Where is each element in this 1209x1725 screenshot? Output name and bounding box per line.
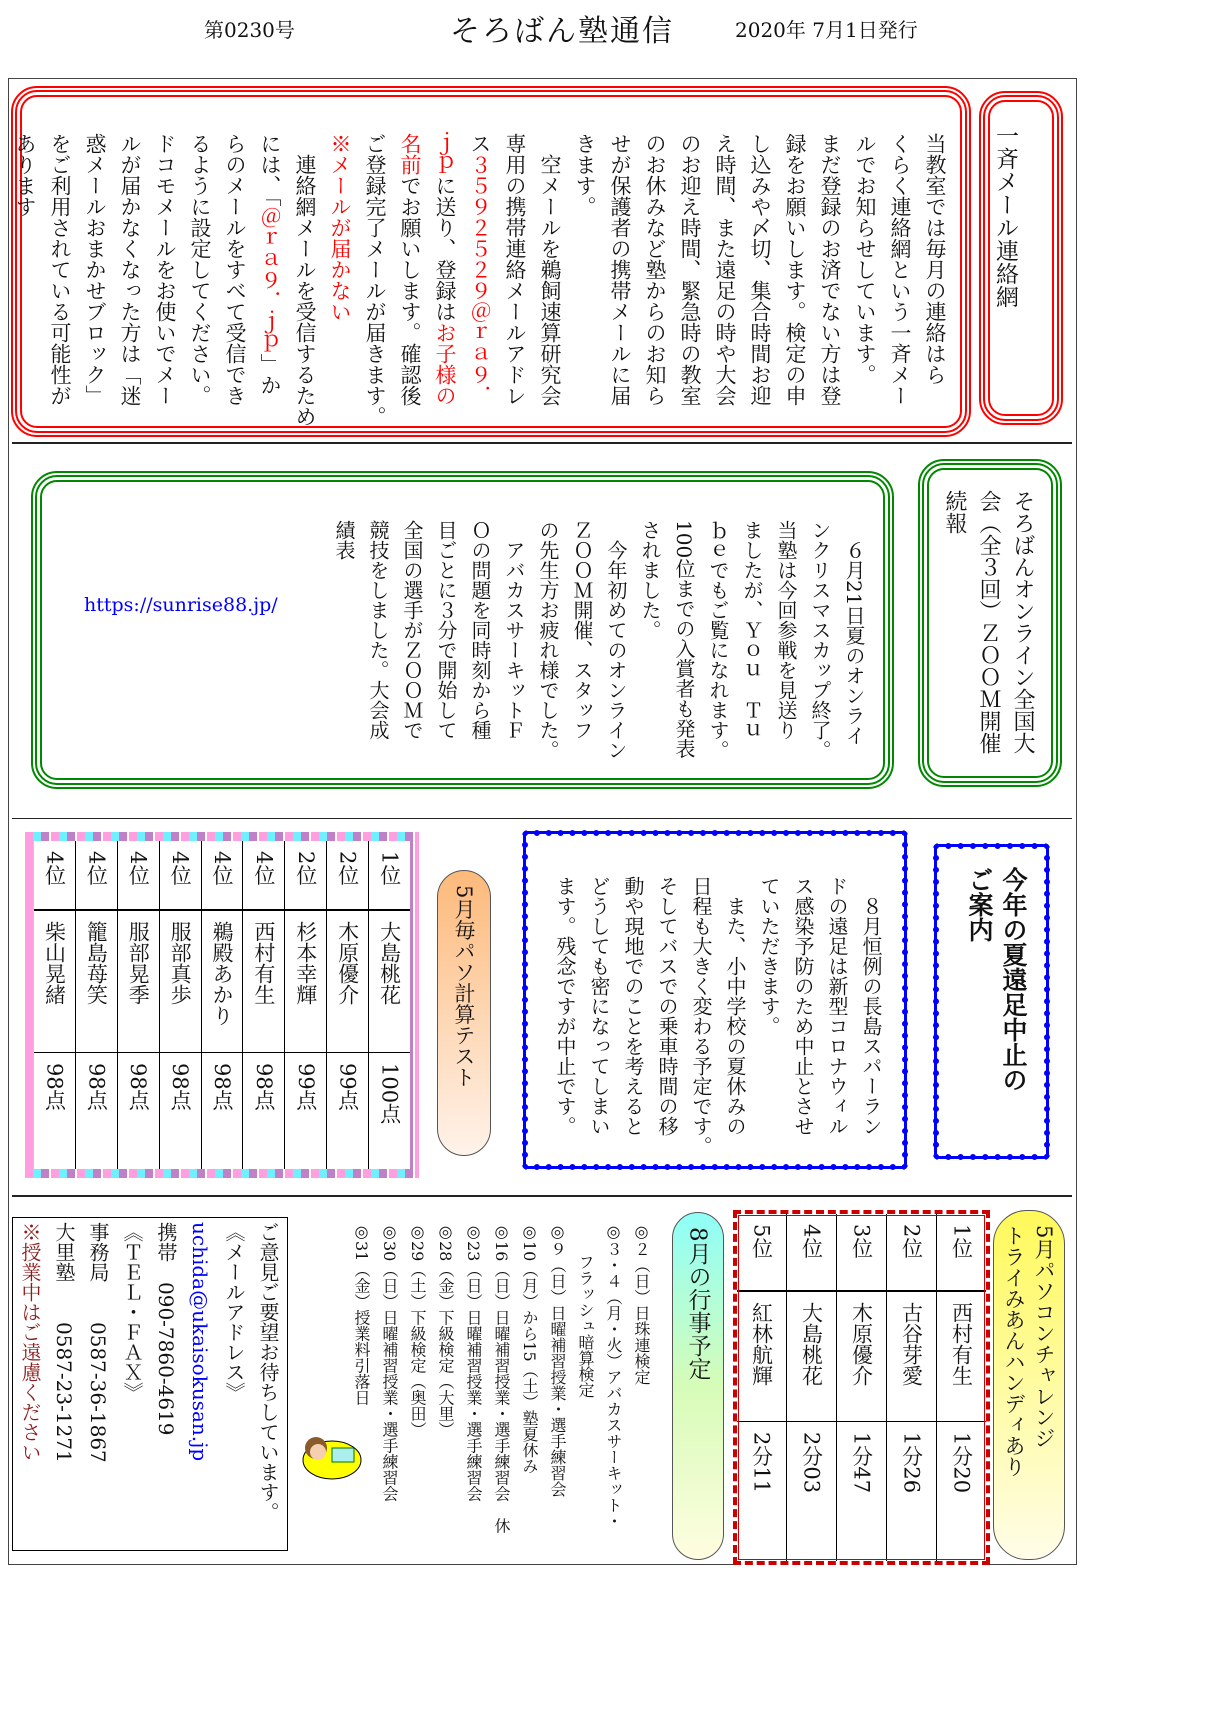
- text-line: [217, 133, 252, 423]
- ranking-rank: 4位: [160, 841, 201, 911]
- text-segment: 専用の携帯連絡メールアドレ: [503, 133, 527, 406]
- text-segment: 事務局 0587-36-1867: [86, 1222, 110, 1463]
- text-line: [837, 520, 871, 790]
- text-line: [431, 1222, 459, 1552]
- ranking-column: [117, 841, 159, 1169]
- ranking-rank: 4位: [787, 1214, 836, 1292]
- text-line: [77, 133, 112, 423]
- text-segment: 動や現地でのことを考えると: [621, 876, 645, 1136]
- text-line: [532, 133, 567, 423]
- text-segment: ８月恒例の長島スパーラン: [859, 876, 883, 1136]
- text-segment: のお休みなど塾からのお知ら: [643, 133, 667, 406]
- text-segment: ◎29（土）下級検定（奥田）: [408, 1222, 427, 1438]
- divider: [12, 442, 1072, 444]
- text-segment: ご案内: [965, 867, 994, 942]
- text-line: [147, 133, 182, 423]
- ranking-score: 98点: [42, 1063, 67, 1111]
- ranking-rank: 2位: [327, 841, 368, 911]
- text-line: [361, 520, 395, 790]
- ranking-column: [886, 1214, 936, 1561]
- ranking-column: [936, 1214, 986, 1561]
- schedule-list: [345, 1222, 655, 1552]
- text-line: [650, 876, 684, 1166]
- text-segment: ドの遠足は新型コロナウィル: [825, 876, 849, 1136]
- text-segment: ◎23（日）日曜補習授業・選手練習会: [464, 1222, 483, 1502]
- text-line: [637, 133, 672, 423]
- online-contest-title-box: [922, 463, 1058, 783]
- text-segment: をご利用されている可能性が: [48, 133, 72, 406]
- ranking-rank: 4位: [34, 841, 75, 911]
- text-segment: きます。: [573, 133, 597, 217]
- ranking-column: [34, 841, 75, 1169]
- text-segment: ドコモメールをお使いでメー: [153, 133, 177, 406]
- text-line: [429, 520, 463, 790]
- text-line: [217, 1222, 251, 1544]
- text-segment: 当教室では毎月の連絡はら: [923, 133, 947, 385]
- text-segment: でお願いします。確認後: [398, 175, 422, 406]
- text-line: [820, 876, 854, 1166]
- ranking-name: 西村有生: [243, 911, 284, 1053]
- ranking-name: 籠島苺笑: [76, 911, 117, 1053]
- text-line: [803, 520, 837, 790]
- text-line: [47, 1222, 81, 1544]
- text-line: [999, 1225, 1029, 1559]
- text-line: [1005, 490, 1039, 780]
- text-line: [667, 520, 701, 790]
- text-line: [571, 1222, 599, 1552]
- test-ranking-grid: [34, 841, 410, 1169]
- text-segment: ルでお知らせしています。: [853, 133, 877, 385]
- text-line: [937, 490, 971, 780]
- text-line: [395, 520, 429, 790]
- ranking-column: [836, 1214, 886, 1561]
- ranking-column: [737, 1214, 786, 1561]
- text-segment: されました。: [638, 520, 662, 640]
- text-segment: ましたが、Ｙｏｕ Ｔｕ: [740, 520, 764, 740]
- text-segment: 日程も大きく変わる予定です。: [689, 876, 713, 1156]
- excursion-title: [962, 867, 1030, 1157]
- text-segment: ※メールが届かない: [328, 133, 352, 322]
- text-line: [752, 876, 786, 1166]
- text-line: [427, 133, 462, 423]
- teacher-clipart: [292, 1428, 362, 1480]
- text-segment: 《メールアドレス》: [222, 1222, 246, 1402]
- text-segment: ◎９（日）日曜補習授業・選手練習会: [548, 1222, 567, 1497]
- test-ranking-table: [25, 832, 419, 1178]
- text-line: [565, 520, 599, 790]
- text-line: [616, 876, 650, 1166]
- ranking-name: 服部真歩: [160, 911, 201, 1053]
- text-line: [718, 876, 752, 1166]
- text-segment: お子様の: [433, 322, 457, 406]
- text-segment: まだ登録のお済でない方は登: [818, 133, 842, 406]
- ranking-name: 木原優介: [837, 1292, 886, 1422]
- text-segment: アバカスサーキットＦ: [502, 520, 526, 740]
- ranking-score: 1分20: [949, 1432, 974, 1494]
- online-contest-text: [327, 520, 871, 790]
- text-line: [777, 133, 812, 423]
- text-segment: には、「: [258, 133, 282, 207]
- text-segment: 名前: [398, 133, 422, 175]
- text-segment: また、小中学校の夏休みの: [723, 876, 747, 1136]
- ranking-score: 2分03: [799, 1432, 824, 1494]
- ranking-column: [159, 841, 201, 1169]
- text-line: [633, 520, 667, 790]
- results-url-link[interactable]: https://sunrise88.jp/: [84, 594, 278, 616]
- ranking-score: 99点: [335, 1063, 360, 1111]
- test-title-pill: [437, 870, 491, 1156]
- text-line: [375, 1222, 403, 1552]
- text-line: [497, 520, 531, 790]
- text-segment: ご意見ご要望お待ちしています。: [256, 1222, 280, 1522]
- text-line: [684, 876, 718, 1166]
- ranking-name: 服部晃季: [118, 911, 159, 1053]
- text-segment: ◎３・４（月・火）アバカスサーキット・: [604, 1222, 623, 1529]
- ranking-rank: 2位: [887, 1214, 936, 1292]
- text-line: [487, 1222, 515, 1552]
- text-segment: 今年の夏遠足中止の: [999, 867, 1028, 1092]
- text-line: [322, 133, 357, 423]
- text-segment: ◎２（日）日珠連検定: [632, 1222, 651, 1385]
- text-segment: ◎28（金）下級検定（大里）: [436, 1222, 455, 1438]
- ranking-rank: 4位: [76, 841, 117, 911]
- text-segment: ◎10（月）から15（土）塾夏休み: [520, 1222, 539, 1474]
- text-segment: ルが届かなくなった方は「迷: [118, 133, 142, 406]
- text-segment: え時間、また遠足の時や大会: [713, 133, 737, 406]
- ranking-score: 100点: [377, 1063, 402, 1125]
- text-line: [531, 520, 565, 790]
- divider: [12, 1195, 1072, 1197]
- text-segment: 大里塾 0587-23-1271: [52, 1222, 76, 1463]
- challenge-title-pill: [993, 1210, 1065, 1560]
- text-line: [459, 1222, 487, 1552]
- text-line: [599, 520, 633, 790]
- ranking-column: [368, 841, 410, 1169]
- text-segment: 目ごとに３分で開始して: [434, 520, 458, 740]
- text-segment: くらく連絡網という一斉メー: [888, 133, 912, 406]
- text-line: [357, 133, 392, 427]
- ranking-name: 紅林航輝: [737, 1292, 786, 1422]
- ranking-score: 98点: [84, 1063, 109, 1111]
- mail-notice-text: [7, 133, 952, 427]
- text-segment: ンクリスマスカップ終了。: [808, 520, 832, 760]
- text-line: [515, 1222, 543, 1552]
- text-segment: し込みや〆切、集合時間お迎: [748, 133, 772, 406]
- text-segment: ６月21日夏のオンライ: [842, 520, 866, 746]
- text-line: [149, 1222, 183, 1544]
- text-line: [971, 490, 1005, 780]
- ranking-rank: 3位: [837, 1214, 886, 1292]
- ranking-column: [326, 841, 368, 1169]
- text-segment: ス感染予防のため中止とさせ: [791, 876, 815, 1136]
- text-segment: らのメールをすべて受信でき: [223, 133, 247, 406]
- text-segment: の先生方お疲れ様でした。: [536, 520, 560, 760]
- text-line: [996, 867, 1030, 1157]
- text-segment: ていただきます。: [757, 876, 781, 1036]
- issue-number: 第0230号: [204, 18, 295, 42]
- text-segment: 携帯 090-7860-4619: [154, 1222, 178, 1436]
- ranking-score: 98点: [210, 1063, 234, 1111]
- text-line: [847, 133, 882, 423]
- excursion-title-box: [933, 843, 1050, 1160]
- text-segment: フラッシュ暗算検定: [576, 1222, 595, 1398]
- challenge-ranking-grid: [737, 1214, 986, 1561]
- text-segment: あります: [13, 133, 37, 217]
- ranking-rank: 4位: [202, 841, 243, 911]
- text-line: [786, 876, 820, 1166]
- text-segment: ＺＯＯＭ開催、スタッフ: [570, 520, 594, 740]
- mail-title-box: [983, 95, 1059, 421]
- text-segment: ご登録完了メールが届きます。: [363, 133, 387, 427]
- ranking-score: 1分26: [899, 1432, 924, 1494]
- issue-date: 2020年 7月1日発行: [735, 18, 918, 42]
- ranking-column: [242, 841, 284, 1169]
- text-segment: 録をお願いします。検定の申: [783, 133, 807, 406]
- text-segment: ス: [468, 133, 492, 154]
- text-segment: ◎31（金）授業料引落日: [352, 1222, 371, 1406]
- text-segment: 空メールを鵜飼速算研究会: [538, 133, 562, 406]
- text-segment: 今年初めてのオンライン: [604, 520, 628, 760]
- text-segment: に送り、登録は: [433, 175, 457, 322]
- text-segment: そろばんオンライン全国大: [1010, 490, 1035, 754]
- text-segment: 全国の選手がＺＯＯＭで: [400, 520, 424, 740]
- ranking-column: [786, 1214, 836, 1561]
- text-line: [347, 1222, 375, 1552]
- text-segment: そしてバスでの乗車時間の移: [655, 876, 679, 1136]
- excursion-notice-box: [522, 830, 908, 1170]
- text-line: [701, 520, 735, 790]
- ranking-score: 98点: [126, 1063, 151, 1111]
- teacher-illustration-icon: [292, 1428, 362, 1480]
- ranking-rank: 2位: [285, 841, 326, 911]
- text-segment: ｂｅでもご覧になれます。: [706, 520, 730, 760]
- text-line: [81, 1222, 115, 1544]
- text-line: [392, 133, 427, 423]
- ranking-rank: 5位: [737, 1214, 786, 1292]
- text-segment: ３５９２５２９＠ｒａ９．: [468, 154, 492, 406]
- ranking-column: [75, 841, 117, 1169]
- mail-notice-box: [15, 90, 967, 433]
- text-line: [567, 133, 602, 423]
- text-segment: ※授業中はご遠慮ください: [18, 1222, 42, 1462]
- text-line: [812, 133, 847, 423]
- text-line: [742, 133, 777, 423]
- text-segment: ◎30（日）日曜補習授業・選手練習会: [380, 1222, 399, 1502]
- ranking-name: 鵜殿あかり: [202, 911, 243, 1053]
- ranking-rank: 4位: [118, 841, 159, 911]
- text-line: [42, 133, 77, 423]
- test-title: 5月毎パソ計算テスト: [452, 885, 476, 1088]
- text-line: [1029, 1225, 1059, 1559]
- text-line: [882, 133, 917, 423]
- text-segment: 5月パソコンチャレンジ: [1032, 1225, 1056, 1449]
- mail-title: 一斉メール連絡網: [992, 124, 1018, 308]
- text-line: [462, 133, 497, 423]
- text-segment: るように設定してください。: [188, 133, 212, 406]
- contact-box: [12, 1217, 288, 1551]
- text-line: [599, 1222, 627, 1552]
- schedule-title: 8月の行事予定: [684, 1227, 711, 1380]
- text-line: [182, 133, 217, 423]
- ranking-score: 1分47: [849, 1432, 874, 1494]
- text-segment: 当塾は今回参戦を見送り: [774, 520, 798, 740]
- text-line: [548, 876, 582, 1166]
- text-segment: ◎16（日）日曜補習授業・選手練習会 休: [492, 1222, 511, 1534]
- newsletter-title: そろばん塾通信: [450, 14, 674, 49]
- text-segment: せが保護者の携帯メールに届: [608, 133, 632, 406]
- text-segment: どうしても密になってしまい: [587, 876, 611, 1136]
- text-segment: のお迎え時間、緊急時の教室: [678, 133, 702, 406]
- ranking-column: [284, 841, 326, 1169]
- text-segment: 続報: [942, 490, 967, 534]
- text-line: [707, 133, 742, 423]
- text-line: [7, 133, 42, 423]
- text-line: [769, 520, 803, 790]
- ranking-name: 大島桃花: [369, 911, 410, 1053]
- text-segment: 連絡網メールを受信するため: [293, 133, 317, 427]
- text-line: [183, 1222, 217, 1544]
- text-segment: 会（全３回）ＺＯＯＭ開催: [976, 490, 1001, 754]
- schedule-title-pill: [672, 1212, 724, 1560]
- online-contest-box: [35, 475, 890, 785]
- text-line: [543, 1222, 571, 1552]
- text-line: [497, 133, 532, 423]
- text-line: [251, 1222, 285, 1544]
- text-line: [403, 1222, 431, 1552]
- email-link[interactable]: uchida@ukaisokusan.jp: [188, 1222, 212, 1462]
- ranking-rank: 4位: [243, 841, 284, 911]
- text-line: [463, 520, 497, 790]
- online-contest-title: [937, 490, 1039, 780]
- text-line: [582, 876, 616, 1166]
- excursion-notice-text: [548, 876, 888, 1166]
- ranking-name: 古谷芽愛: [887, 1292, 936, 1422]
- text-line: [735, 520, 769, 790]
- text-segment: ます。残念ですが中止です。: [553, 876, 577, 1136]
- text-segment: トライみあんハンディあり: [1002, 1225, 1026, 1477]
- ranking-name: 杉本幸輝: [285, 911, 326, 1053]
- ranking-score: 2分11: [749, 1432, 774, 1494]
- ranking-column: [201, 841, 243, 1169]
- challenge-ranking-table: [733, 1210, 990, 1565]
- text-segment: 惑メールおまかせブロック」: [83, 133, 107, 406]
- text-segment: ＠ｒａ９．ｊｐ: [258, 206, 282, 354]
- text-segment: 《ＴＥＬ・ＦＡＸ》: [120, 1222, 144, 1402]
- ranking-rank: 1位: [369, 841, 410, 911]
- text-segment: 競技をしました。大会成: [366, 520, 390, 740]
- text-segment: ｊｐ: [433, 133, 457, 175]
- text-segment: Ｏの問題を同時刻から種: [468, 520, 492, 740]
- text-segment: 績表: [332, 520, 356, 560]
- ranking-name: 西村有生: [937, 1292, 986, 1422]
- text-line: [327, 520, 361, 790]
- text-line: [602, 133, 637, 423]
- ranking-name: 木原優介: [327, 911, 368, 1053]
- contact-text: [13, 1222, 285, 1544]
- text-line: [112, 133, 147, 423]
- ranking-name: 柴山晃緒: [34, 911, 75, 1053]
- ranking-score: 99点: [293, 1063, 318, 1111]
- text-segment: 100位までの入賞者も発表: [672, 520, 696, 759]
- text-line: [287, 133, 322, 427]
- ranking-score: 98点: [168, 1063, 193, 1111]
- ranking-rank: 1位: [937, 1214, 986, 1292]
- text-line: [962, 867, 996, 1157]
- text-line: [627, 1222, 655, 1552]
- challenge-title: [999, 1225, 1059, 1559]
- text-line: [854, 876, 888, 1166]
- text-line: [252, 133, 287, 423]
- text-segment: 」か: [258, 353, 282, 396]
- divider: [12, 818, 1072, 819]
- ranking-score: 98点: [251, 1063, 276, 1111]
- text-line: [13, 1222, 47, 1544]
- text-line: [917, 133, 952, 423]
- ranking-name: 大島桃花: [787, 1292, 836, 1422]
- text-line: [115, 1222, 149, 1544]
- text-line: [672, 133, 707, 423]
